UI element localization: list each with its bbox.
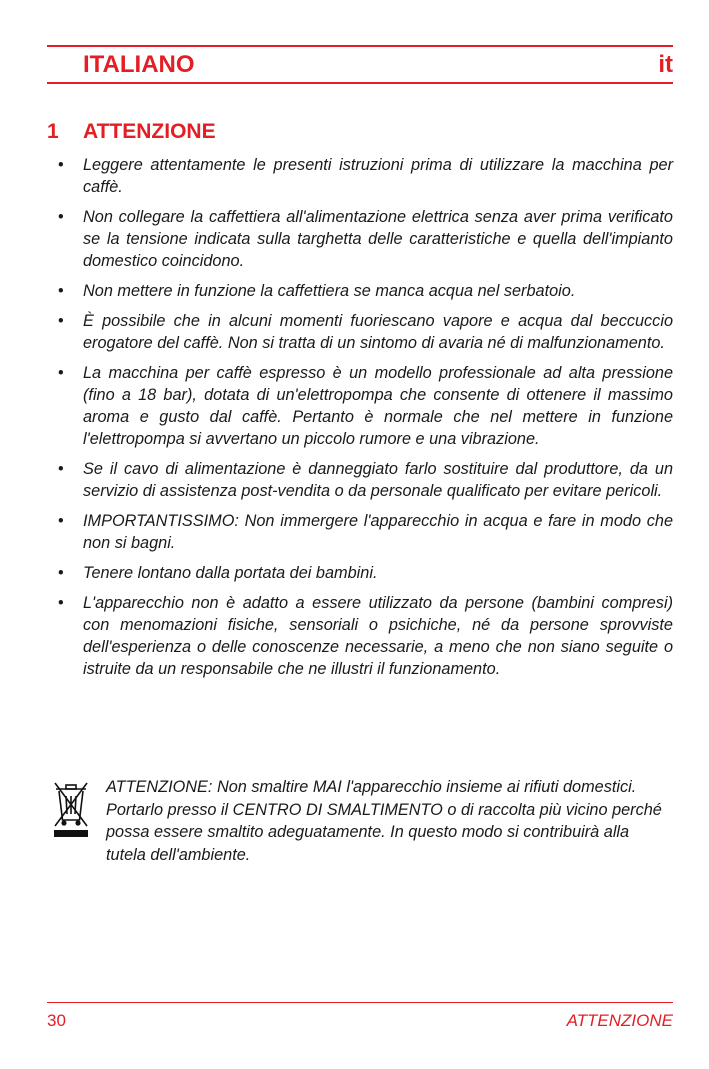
bullet-dot: • — [58, 364, 64, 382]
list-item — [58, 310, 673, 354]
page-number: 30 — [47, 1011, 66, 1030]
list-item — [58, 362, 673, 450]
bullet-dot: • — [58, 208, 64, 226]
list-item-text: Non collegare la caffettiera all'alimentazione elettrica senza aver prima verificato se la tensione indicata sulla targhetta delle caratteristiche e quella dell'impianto domestico coincidono. — [83, 208, 673, 270]
list-item — [58, 206, 673, 272]
header-rule-bottom — [47, 82, 673, 84]
list-item — [58, 280, 673, 302]
warning-list — [58, 154, 673, 688]
bullet-dot: • — [58, 512, 64, 530]
list-item-text: Tenere lontano dalla portata dei bambini. — [83, 564, 378, 582]
list-item — [58, 562, 673, 584]
section-number: 1 — [47, 120, 59, 143]
list-item-text: Leggere attentamente le presenti istruzioni prima di utilizzare la macchina per caffè. — [83, 156, 673, 196]
list-item — [58, 154, 673, 198]
section-heading — [47, 120, 216, 144]
disposal-warning-text: ATTENZIONE: Non smaltire MAI l'apparecchio insieme ai rifiuti domestici. Portarlo presso il CENTRO DI SMALTIMENTO o di raccolta più vicino perché possa essere smaltito adeguatamente. In questo modo si contribuirà alla tutela dell'ambiente. — [106, 778, 662, 864]
list-item-text: La macchina per caffè espresso è un modello professionale ad alta pressione (fino a 18 bar), dotata di un'elettropompa che consente di ottenere il massimo aroma e gusto dal caffè. Pertanto è normale che nel mettere in funzione l'elettropompa si avvertano un piccolo rumore e una vibrazione. — [83, 364, 673, 448]
bullet-dot: • — [58, 282, 64, 300]
list-item — [58, 510, 673, 554]
footer-rule — [47, 1002, 673, 1003]
list-item-text: L'apparecchio non è adatto a essere utilizzato da persone (bambini compresi) con menomazioni fisiche, sensoriali o psichiche, né da persone sprovviste dell'esperienza o delle conoscenze necessarie, a meno che non siano seguite o istruite da un responsabile che ne illustri il funzionamento. — [83, 594, 673, 678]
bullet-dot: • — [58, 594, 64, 612]
list-item-text: Non mettere in funzione la caffettiera se manca acqua nel serbatoio. — [83, 282, 576, 300]
bullet-dot: • — [58, 460, 64, 478]
list-item-text: Se il cavo di alimentazione è danneggiato farlo sostituire dal produttore, da un servizio di assistenza post-vendita o da personale qualificato per evitare pericoli. — [83, 460, 673, 500]
footer-section-name: ATTENZIONE — [566, 1011, 673, 1030]
list-item — [58, 592, 673, 680]
list-item — [58, 458, 673, 502]
list-item-text: È possibile che in alcuni momenti fuoriescano vapore e acqua dal beccuccio erogatore del caffè. Non si tratta di un sintomo di avaria né di malfunzionamento. — [83, 312, 673, 352]
list-item-text: IMPORTANTISSIMO: Non immergere l'apparecchio in acqua e fare in modo che non si bagni. — [83, 512, 673, 552]
language-title: ITALIANO — [83, 51, 195, 78]
header-rule-top — [47, 45, 673, 47]
language-code: it — [658, 51, 673, 78]
bullet-dot: • — [58, 564, 64, 582]
bullet-dot: • — [58, 156, 64, 174]
crossed-out-wheelie-bin-icon — [53, 780, 89, 840]
bullet-dot: • — [58, 312, 64, 330]
section-title: ATTENZIONE — [83, 120, 216, 143]
